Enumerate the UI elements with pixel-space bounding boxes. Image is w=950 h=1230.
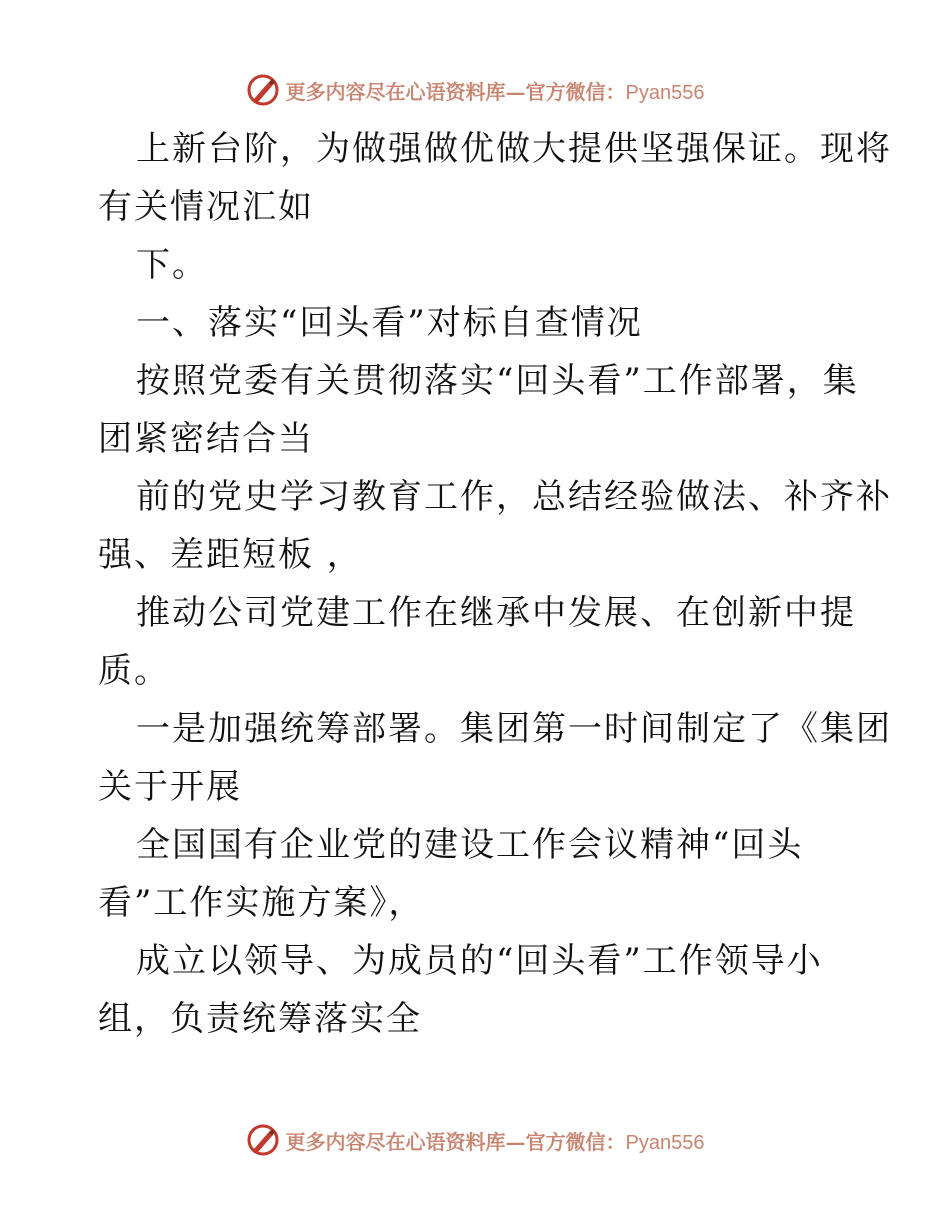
text-line: 强、差距短板 ， — [98, 535, 363, 575]
banner-main-text: 更多内容尽在心语资料库 — [285, 79, 506, 104]
document-body — [98, 120, 892, 1048]
text-line: 有关情况汇如 — [98, 187, 314, 227]
banner-separator: — — [505, 79, 526, 104]
banner-main-text: 更多内容尽在心语资料库 — [285, 1129, 506, 1154]
banner-wechat-id: Pyan556 — [625, 1131, 705, 1154]
header-watermark — [0, 70, 950, 110]
text-line: 上新台阶，为做强做优做大提供坚强保证。现将 — [136, 129, 892, 169]
text-line: 推动公司党建工作在继承中发展、在创新中提 — [136, 593, 856, 633]
banner-label: 官方微信： — [525, 1129, 626, 1154]
text-line: 成立以领导、为成员的“回头看”工作领导小 — [136, 941, 823, 981]
text-line: 前的党史学习教育工作，总结经验做法、补齐补 — [136, 477, 892, 517]
text-line: 下。 — [136, 245, 208, 285]
text-line: 全国国有企业党的建设工作会议精神“回头 — [136, 825, 804, 865]
text-line: 看”工作实施方案》， — [98, 883, 425, 923]
banner-separator: — — [505, 1129, 526, 1154]
text-line: 一、落实“回头看”对标自查情况 — [136, 303, 643, 343]
pen-logo-icon — [246, 73, 280, 107]
text-line: 关于开展 — [98, 767, 242, 807]
text-line: 按照党委有关贯彻落实“回头看”工作部署，集 — [136, 361, 859, 401]
text-line: 团紧密结合当 — [98, 419, 314, 459]
banner-label: 官方微信： — [525, 79, 626, 104]
footer-watermark — [0, 1120, 950, 1160]
text-line: 一是加强统筹部署。集团第一时间制定了《集团 — [136, 709, 892, 749]
pen-logo-icon — [246, 1123, 280, 1157]
text-line: 质。 — [98, 651, 170, 691]
banner-wechat-id: Pyan556 — [625, 81, 705, 104]
text-line: 组，负责统筹落实全 — [98, 999, 422, 1039]
